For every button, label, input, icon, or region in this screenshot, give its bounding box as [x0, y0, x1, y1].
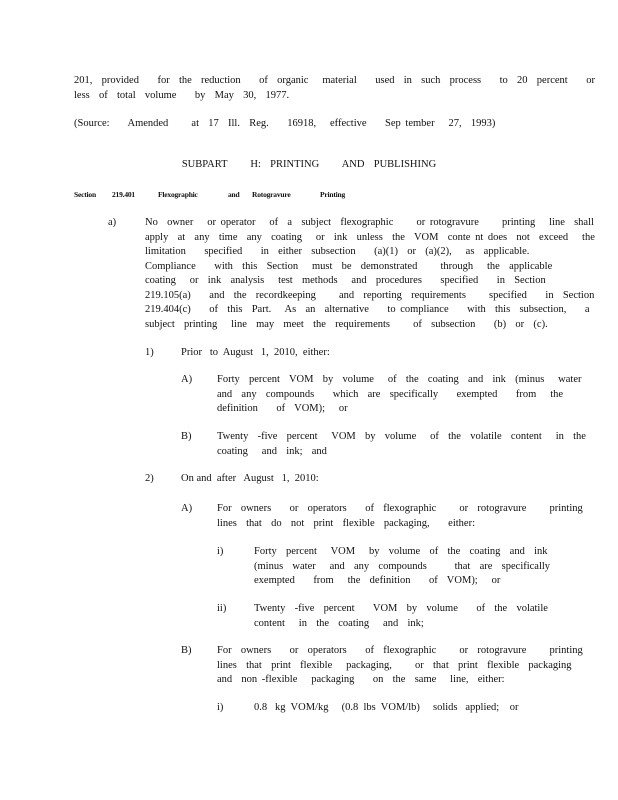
section-label: Section [74, 190, 96, 199]
item-2a-line: lines that do not print flexible packaging, either: [217, 517, 475, 529]
item-2a-i-line: (minus water and any compounds that are specifically [254, 560, 551, 572]
para-a-line: No owner or operator of a subject flexographic or rotogravure printing line shall [145, 217, 594, 228]
item-2b-line: and non -flexible packaging on the same line, either: [217, 674, 505, 685]
para-a-line: Compliance with this Section must be demonstrated through the applicable [145, 260, 553, 272]
item-1b-line: coating and ink; and [217, 445, 327, 457]
item-1-text: Prior to August 1, 2010, either: [181, 347, 330, 358]
section-title-word: Rotogravure [252, 190, 291, 199]
item-1a-line: and any compounds which are specifically exempted from the [217, 388, 564, 400]
item-1b-line: Twenty -five percent VOM by volume of the volatile content in the [217, 431, 586, 442]
item-1a-body [217, 373, 582, 417]
intro-paragraph [74, 74, 595, 103]
item-2a-ii-line: content in the coating and ink; [254, 617, 424, 629]
subpart-heading [0, 158, 618, 173]
item-1a-label: A) [181, 374, 193, 385]
item-2b-label: B) [181, 645, 192, 656]
item-2a-i-line: exempted from the definition of VOM); or [254, 575, 501, 586]
item-1b-body [217, 430, 586, 459]
para-a-label: a) [108, 217, 117, 228]
source-text: (Source: Amended at 17 Ill. Reg. 16918, effective Sep tember 27, 1993) [74, 118, 496, 129]
item-2a-i-body [254, 545, 550, 589]
para-a-line: apply at any time any coating or ink unless the VOM conte nt does not exceed the [145, 231, 595, 243]
section-heading [74, 190, 544, 202]
section-title-word: and [228, 190, 240, 199]
intro-line: less of total volume by May 30, 1977. [74, 89, 290, 101]
item-1a-line: Forty percent VOM by volume of the coating and ink (minus water [217, 374, 582, 385]
para-a-line: 219.404(c) of this Part. As an alternative to compliance with this subsection, a [145, 304, 590, 315]
item-2a-i-label: i) [217, 546, 224, 557]
item-2b-line: lines that print flexible packaging, or that print flexible packaging [217, 659, 572, 671]
item-2a-ii-line: Twenty -five percent VOM by volume of the volatile [254, 603, 548, 614]
subpart-heading-text: SUBPART H: PRINTING AND PUBLISHING [181, 159, 437, 170]
item-2b-line: For owners or operators of flexographic or rotogravure printing [217, 645, 583, 656]
para-a-line: subject printing line may meet the requirements of subsection (b) or (c). [145, 318, 548, 330]
para-a-line: 219.105(a) and the recordkeeping and reporting requirements specified in Section [145, 289, 595, 301]
item-2b-i-text: 0.8 kg VOM/kg (0.8 lbs VOM/lb) solids applied; or [254, 702, 519, 713]
item-1b-label: B) [181, 431, 192, 442]
item-2a-ii-body [254, 602, 548, 631]
intro-line: 201, provided for the reduction of organic material used in such process to 20 percent or [74, 75, 595, 86]
item-2b-body [217, 644, 583, 688]
item-2a-label: A) [181, 503, 193, 514]
para-a-line: coating or ink analysis test methods and procedures specified in Section [145, 275, 546, 286]
section-number: 219.401 [112, 190, 135, 199]
source-note [74, 117, 495, 132]
item-2-label: 2) [145, 473, 154, 484]
section-title-word: Printing [320, 190, 346, 199]
item-1a-line: definition of VOM); or [217, 403, 348, 414]
para-a-body [145, 216, 595, 332]
item-2-text: On and after August 1, 2010: [181, 473, 319, 484]
item-2a-i-line: Forty percent VOM by volume of the coating and ink [254, 546, 548, 557]
item-1-label: 1) [145, 347, 154, 358]
para-a-line: limitation specified in either subsection (a)(1) or (a)(2), as applicable. [145, 246, 530, 257]
item-2b-i-label: i) [217, 702, 224, 713]
item-2a-ii-label: ii) [217, 603, 227, 614]
item-2a-line: For owners or operators of flexographic or rotogravure printing [217, 503, 583, 514]
item-2a-body [217, 502, 583, 531]
section-title-word: Flexographic [158, 190, 198, 199]
